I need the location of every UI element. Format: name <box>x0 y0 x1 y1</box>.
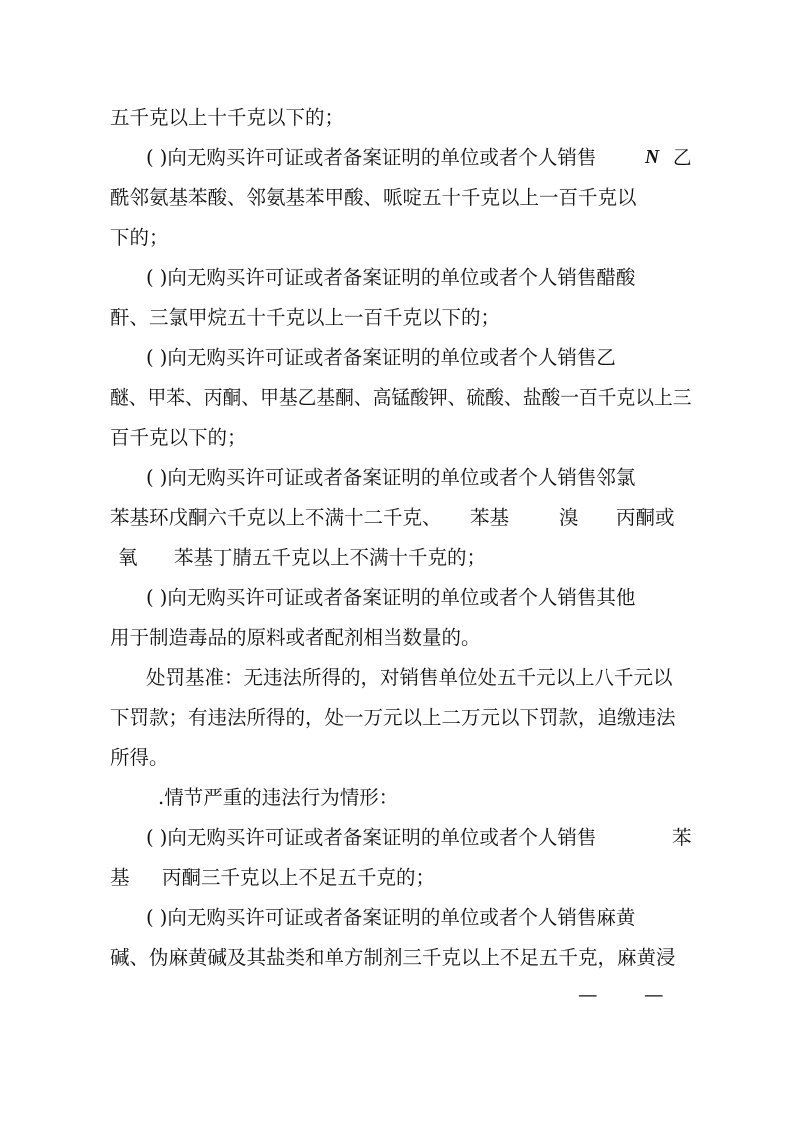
text-line <box>0 458 793 498</box>
item-text: ( )向无购买许可证或者备案证明的单位或者个人销售邻氯 <box>146 466 636 489</box>
chemical-prefix: N <box>645 147 660 168</box>
line-text: 用于制造毒品的原料或者配剂相当数量的。 <box>110 626 481 649</box>
line-text: 氧 <box>118 546 138 569</box>
text-line <box>0 378 793 418</box>
text-line <box>0 898 793 938</box>
line-text: 下罚款；有违法所得的，处一万元以上二万元以下罚款，追缴违法 <box>110 706 676 729</box>
line-text: 碱、伪麻黄碱及其盐类和单方制剂三千克以上不足五千克，麻黄浸 <box>110 946 676 969</box>
item-text: ( )向无购买许可证或者备案证明的单位或者个人销售醋酸 <box>146 266 636 289</box>
text-line <box>0 338 793 378</box>
item-text: ( )向无购买许可证或者备案证明的单位或者个人销售 <box>146 826 597 849</box>
line-text: 酰邻氨基苯酸、邻氨基苯甲酸、哌啶五十千克以上一百千克以 <box>110 186 637 209</box>
line-text: 丙酮三千克以上不足五千克的； <box>162 866 436 889</box>
text-line <box>0 98 793 138</box>
line-text: 基 <box>110 866 130 889</box>
text-line <box>0 938 793 978</box>
text-line <box>0 418 793 458</box>
text-line <box>0 178 793 218</box>
text-line <box>0 498 793 538</box>
line-text: 下的； <box>110 226 169 249</box>
line-text: 丙酮或 <box>616 506 675 529</box>
text-line <box>0 258 793 298</box>
text-line <box>0 218 793 258</box>
line-text: 溴 <box>559 506 579 529</box>
line-text: 苯基丁腈五千克以上不满十千克的； <box>174 546 487 569</box>
line-text: 苯基 <box>470 506 510 529</box>
text-line <box>0 538 793 578</box>
line-text: 所得。 <box>110 746 169 769</box>
text-line <box>0 298 793 338</box>
page-dash-right: — <box>644 983 664 1006</box>
line-text: 百千克以下的； <box>110 426 247 449</box>
page-dash-left: — <box>578 983 598 1006</box>
text-line <box>0 818 793 858</box>
item-text: ( )向无购买许可证或者备案证明的单位或者个人销售其他 <box>146 586 636 609</box>
penalty-standard <box>0 658 793 698</box>
item-text: ( )向无购买许可证或者备案证明的单位或者个人销售乙 <box>146 346 616 369</box>
text-line <box>0 738 793 778</box>
line-text: 苯 <box>672 826 692 849</box>
text-line <box>0 618 793 658</box>
heading-text: .情节严重的违法行为情形： <box>158 786 399 809</box>
line-text: 乙 <box>673 146 692 169</box>
line-text: 醚、甲苯、丙酮、甲基乙基酮、高锰酸钾、硫酸、盐酸一百千克以上三 <box>110 386 692 409</box>
line-text: 酐、三氯甲烷五十千克以上一百千克以下的； <box>110 306 501 329</box>
line-text: 苯基环戊酮六千克以上不满十二千克、 <box>110 506 442 529</box>
page-footer <box>0 975 793 1015</box>
text-line <box>0 138 793 178</box>
line-text: 五千克以上十千克以下的； <box>110 106 345 129</box>
item-text: ( )向无购买许可证或者备案证明的单位或者个人销售麻黄 <box>146 906 636 929</box>
text-line <box>0 698 793 738</box>
text-line <box>0 858 793 898</box>
item-text: ( )向无购买许可证或者备案证明的单位或者个人销售 <box>146 146 597 169</box>
line-text: 处罚基准：无违法所得的，对销售单位处五千元以上八千元以 <box>146 666 673 689</box>
text-line <box>0 578 793 618</box>
section-heading <box>0 778 793 818</box>
